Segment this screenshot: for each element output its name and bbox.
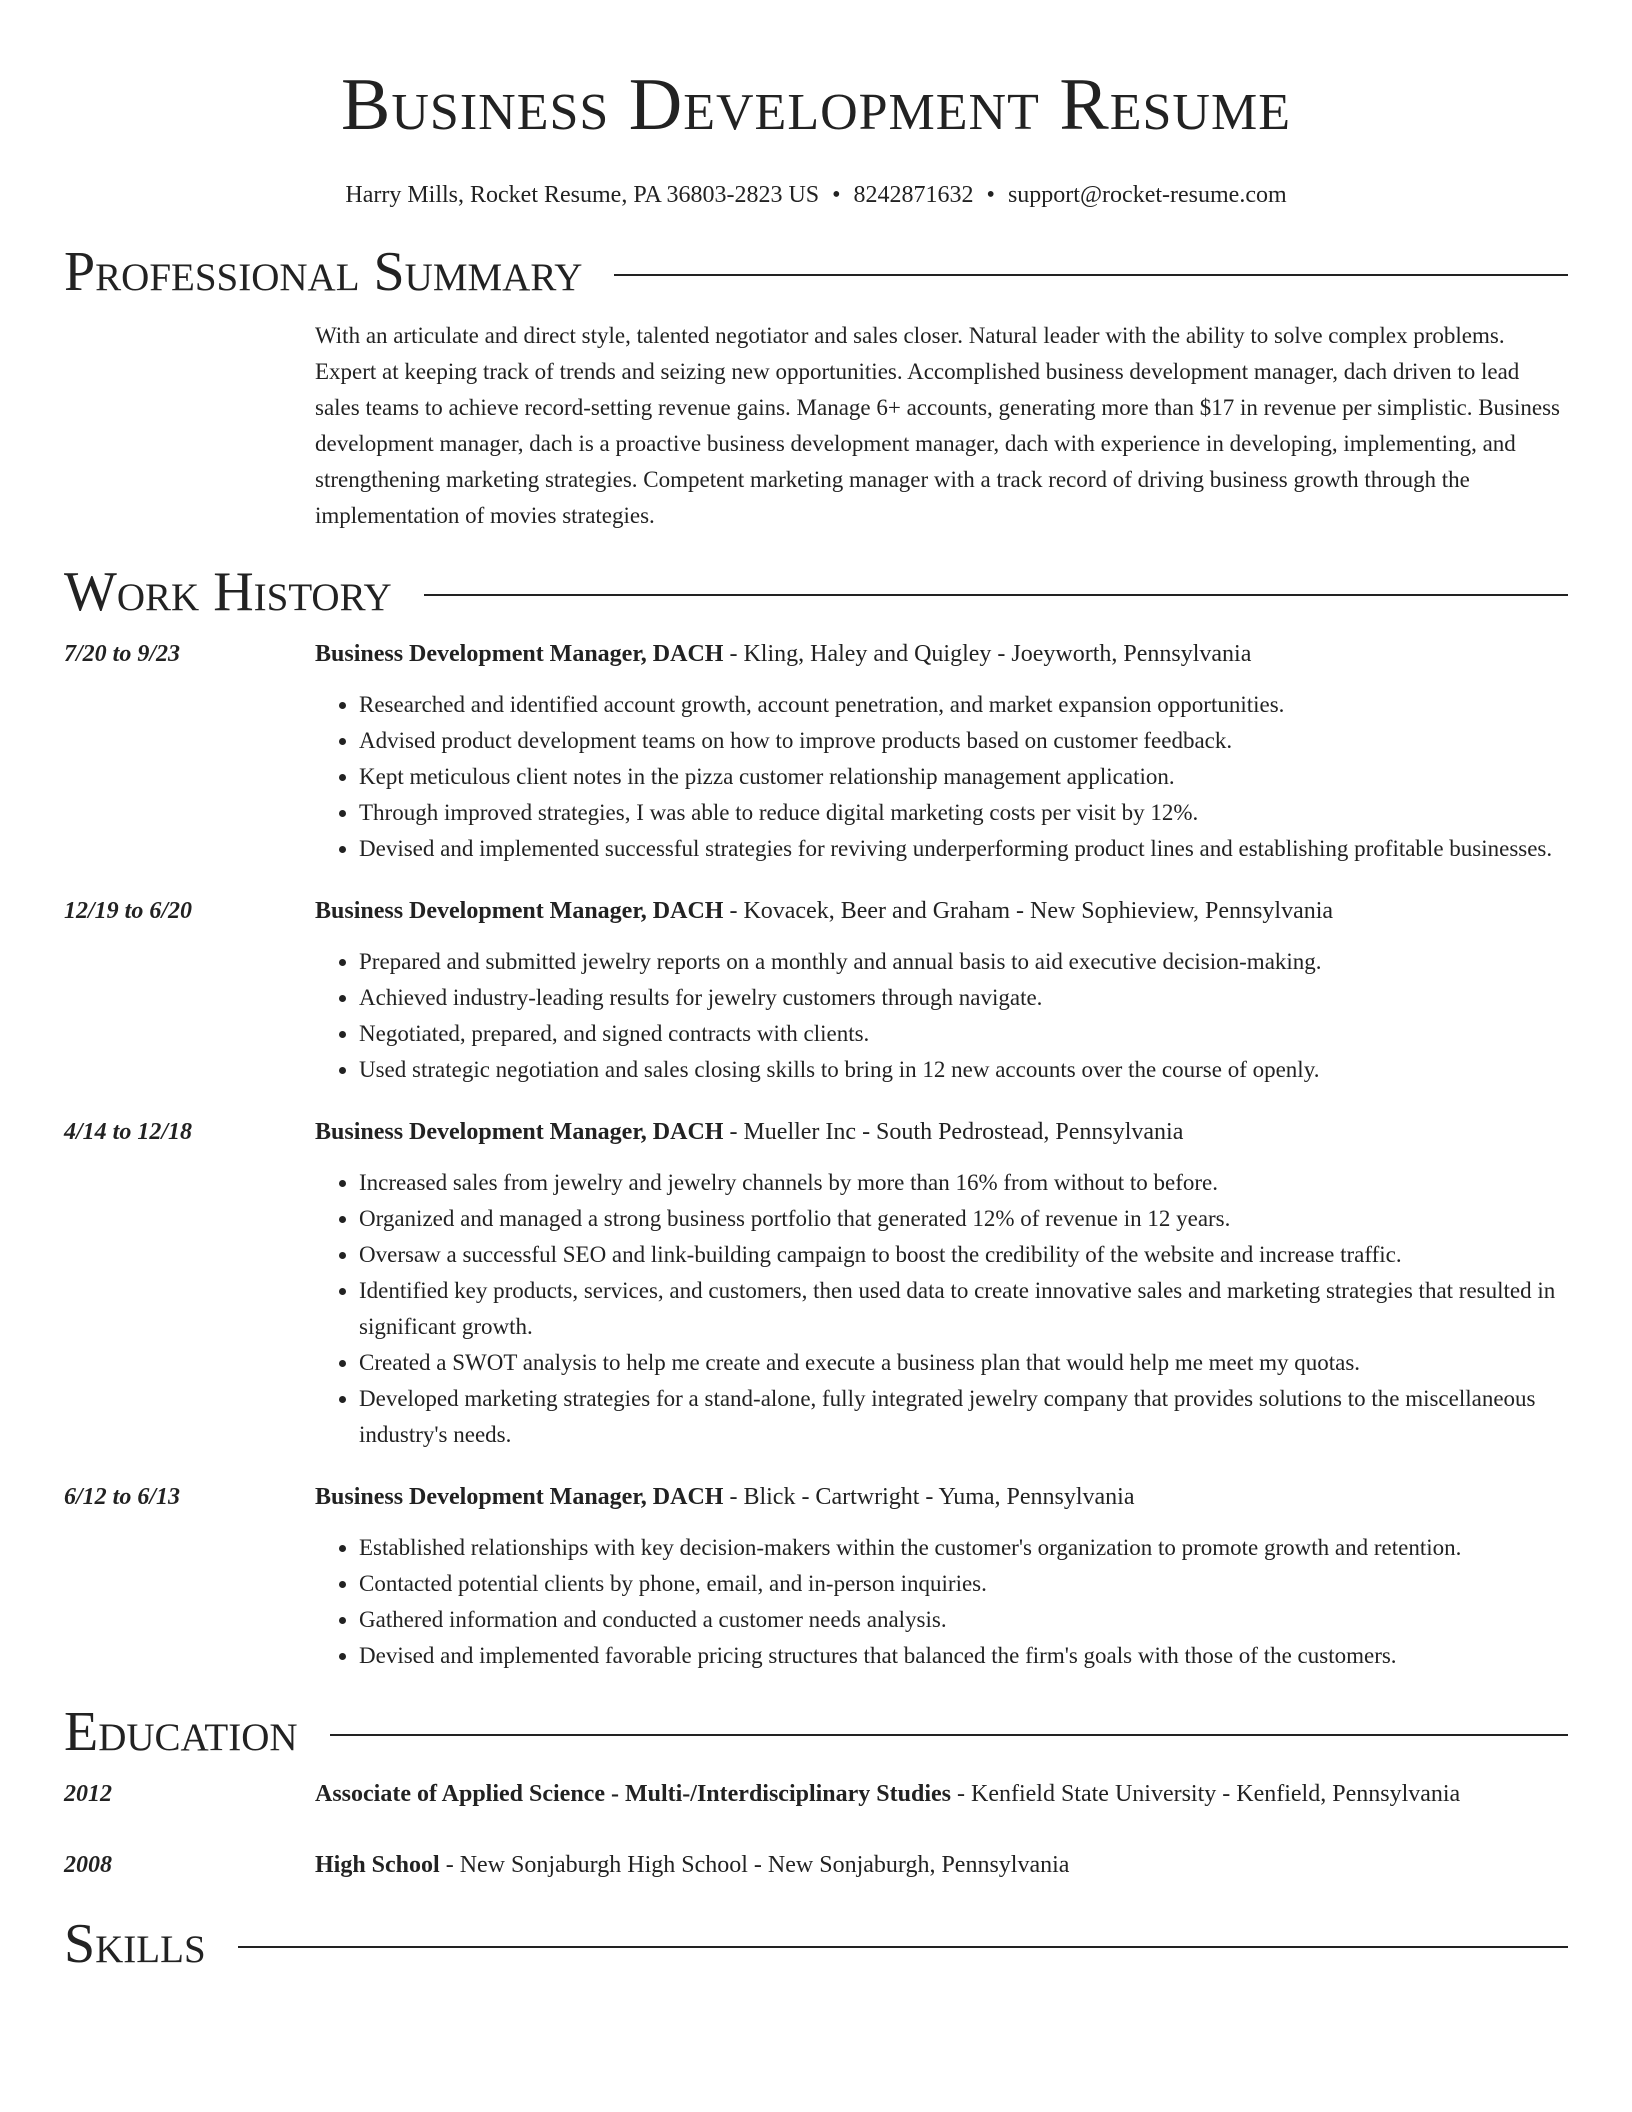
section-divider	[424, 594, 1568, 596]
contact-email: support@rocket-resume.com	[1007, 182, 1287, 208]
job-bullet: • Kept meticulous client notes in the pizza customer relationship management application.	[359, 759, 1568, 795]
job-body	[315, 1479, 1568, 1674]
job-bullet: • Increased sales from jewelry and jewelry channels by more than 16% from without to before.	[359, 1165, 1568, 1201]
work-history-list	[64, 636, 1568, 1674]
education-entry	[64, 1847, 1568, 1884]
job-date: 4/14 to 12/18	[64, 1119, 193, 1145]
job-bullet: • Identified key products, services, and customers, then used data to create innovative sales and marketing strategies that resulted in significant growth.	[359, 1273, 1568, 1345]
skills-heading: Skills	[64, 1913, 206, 1975]
job-company-location: - Kling, Haley and Quigley - Joeyworth, Pennsylvania	[723, 641, 1252, 667]
job-body	[315, 893, 1568, 1088]
job-headline	[315, 893, 1568, 930]
skills-section-header	[64, 1912, 1568, 1976]
education-school-location: - Kenfield State University - Kenfield, Pennsylvania	[951, 1781, 1461, 1807]
job-bullet: • Organized and managed a strong business portfolio that generated 12% of revenue in 12 years.	[359, 1201, 1568, 1237]
job-bullet: • Achieved industry-leading results for jewelry customers through navigate.	[359, 980, 1568, 1016]
job-bullet-list	[315, 687, 1568, 867]
job-body	[315, 1114, 1568, 1453]
job-entry	[64, 893, 1568, 1088]
education-heading: Education	[64, 1701, 298, 1763]
education-degree: High School	[315, 1852, 440, 1878]
contact-separator: •	[986, 182, 995, 208]
job-date: 7/20 to 9/23	[64, 641, 181, 667]
education-degree: Associate of Applied Science - Multi-/Interdisciplinary Studies	[315, 1781, 951, 1807]
section-divider	[614, 274, 1568, 276]
job-role: Business Development Manager, DACH	[315, 898, 724, 924]
education-body	[315, 1847, 1568, 1884]
job-bullet: • Established relationships with key decision-makers within the customer's organization to promote growth and retention.	[359, 1530, 1568, 1566]
job-body	[315, 636, 1568, 867]
job-bullet: • Devised and implemented successful strategies for reviving underperforming product lines and establishing profitable businesses.	[359, 831, 1568, 867]
job-bullet: • Oversaw a successful SEO and link-building campaign to boost the credibility of the website and increase traffic.	[359, 1237, 1568, 1273]
job-company-location: - Blick - Cartwright - Yuma, Pennsylvania	[723, 1484, 1135, 1510]
section-divider	[238, 1946, 1568, 1948]
job-bullet: • Gathered information and conducted a customer needs analysis.	[359, 1602, 1568, 1638]
section-divider	[330, 1734, 1568, 1736]
job-entry	[64, 1114, 1568, 1453]
job-bullet: • Created a SWOT analysis to help me create and execute a business plan that would help me meet my quotas.	[359, 1345, 1568, 1381]
job-bullet: • Researched and identified account growth, account penetration, and market expansion opportunities.	[359, 687, 1568, 723]
summary-section-header	[64, 240, 1568, 304]
education-section-header	[64, 1700, 1568, 1764]
job-company-location: - Kovacek, Beer and Graham - New Sophieview, Pennsylvania	[723, 898, 1334, 924]
job-company-location: - Mueller Inc - South Pedrostead, Pennsylvania	[723, 1119, 1184, 1145]
contact-address: Harry Mills, Rocket Resume, PA 36803-2823 US	[345, 182, 820, 208]
contact-phone: 8242871632	[853, 182, 974, 208]
job-date: 6/12 to 6/13	[64, 1484, 181, 1510]
job-bullet-list	[315, 944, 1568, 1088]
education-date: 2008	[64, 1852, 112, 1878]
education-list	[64, 1776, 1568, 1884]
job-date: 12/19 to 6/20	[64, 898, 193, 924]
job-headline	[315, 636, 1568, 673]
contact-separator: •	[832, 182, 841, 208]
job-role: Business Development Manager, DACH	[315, 641, 724, 667]
job-bullet: • Through improved strategies, I was able to reduce digital marketing costs per visit by 12%.	[359, 795, 1568, 831]
job-entry	[64, 1479, 1568, 1674]
resume-title: Business Development Resume	[341, 64, 1291, 146]
job-bullet: • Used strategic negotiation and sales closing skills to bring in 12 new accounts over the course of openly.	[359, 1052, 1568, 1088]
work-section-header	[64, 560, 1568, 624]
job-bullet: • Contacted potential clients by phone, email, and in-person inquiries.	[359, 1566, 1568, 1602]
work-heading: Work History	[64, 561, 392, 623]
summary-text: With an articulate and direct style, talented negotiator and sales closer. Natural leader with the ability to solve complex problems. Expert at keeping track of trends and seizing new opportunities. Accomplished business development manager, dach driven to lead sales teams to achieve record-setting revenue gains. Manage 6+ accounts, generating more than $17 in revenue per simplistic. Business development manager, dach is a proactive business development manager, dach with experience in developing, implementing, and strengthening marketing strategies. Competent marketing manager with a track record of driving business growth through the implementation of movies strategies.	[315, 323, 1560, 528]
job-entry	[64, 636, 1568, 867]
education-entry	[64, 1776, 1568, 1813]
job-bullet: • Developed marketing strategies for a stand-alone, fully integrated jewelry company that provides solutions to the miscellaneous industry's needs.	[359, 1381, 1568, 1453]
job-role: Business Development Manager, DACH	[315, 1119, 724, 1145]
job-bullet: • Advised product development teams on how to improve products based on customer feedback.	[359, 723, 1568, 759]
education-body	[315, 1776, 1568, 1813]
summary-heading: Professional Summary	[64, 241, 583, 303]
job-headline	[315, 1114, 1568, 1151]
job-bullet: • Devised and implemented favorable pricing structures that balanced the firm's goals with those of the customers.	[359, 1638, 1568, 1674]
job-bullet-list	[315, 1530, 1568, 1674]
job-bullet: • Prepared and submitted jewelry reports on a monthly and annual basis to aid executive decision-making.	[359, 944, 1568, 980]
job-role: Business Development Manager, DACH	[315, 1484, 724, 1510]
job-bullet-list	[315, 1165, 1568, 1453]
education-school-location: - New Sonjaburgh High School - New Sonjaburgh, Pennsylvania	[439, 1852, 1070, 1878]
job-headline	[315, 1479, 1568, 1516]
education-date: 2012	[64, 1781, 112, 1807]
job-bullet: • Negotiated, prepared, and signed contracts with clients.	[359, 1016, 1568, 1052]
contact-line	[64, 180, 1568, 210]
